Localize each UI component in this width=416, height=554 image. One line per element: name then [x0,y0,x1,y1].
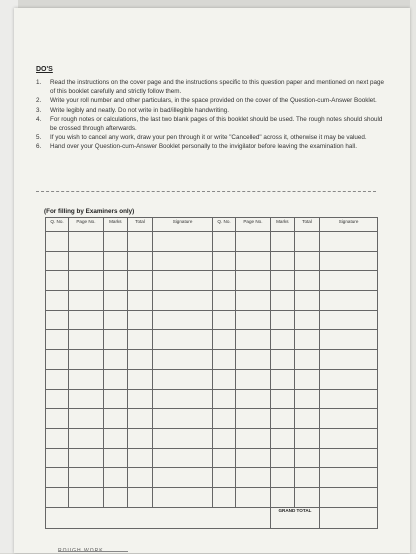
header-signature: Signature [320,218,378,232]
table-cell[interactable] [103,487,127,507]
table-cell[interactable] [236,232,271,252]
marks-table-body [46,232,378,529]
table-cell[interactable] [69,291,104,311]
table-cell[interactable] [270,428,294,448]
table-cell[interactable] [213,448,236,468]
table-row [46,448,378,468]
table-cell[interactable] [46,468,69,488]
grand-total-spacer [46,507,271,528]
table-row [46,251,378,271]
table-cell[interactable] [69,389,104,409]
page-edge [410,0,416,553]
table-cell[interactable] [127,251,152,271]
table-row [46,350,378,370]
table-cell[interactable] [320,487,378,507]
table-cell[interactable] [103,271,127,291]
instruction-item [36,115,388,133]
table-row [46,232,378,252]
table-cell[interactable] [69,271,104,291]
table-cell[interactable] [153,428,213,448]
table-cell[interactable] [294,251,319,271]
table-row [46,291,378,311]
table-cell[interactable] [46,448,69,468]
table-row [46,409,378,429]
table-cell[interactable] [153,330,213,350]
table-cell[interactable] [103,232,127,252]
table-cell[interactable] [320,251,378,271]
instruction-item [36,78,388,96]
table-cell[interactable] [213,487,236,507]
table-cell[interactable] [320,448,378,468]
table-cell[interactable] [127,310,152,330]
table-cell[interactable] [69,487,104,507]
header-total: Total [294,218,319,232]
header-marks: Marks [270,218,294,232]
table-cell[interactable] [294,271,319,291]
instruction-text: Hand over your Question-cum-Answer Booklet personally to the invigilator before leaving the examination hall. [50,143,357,151]
table-cell[interactable] [46,428,69,448]
instruction-number: 2. [36,97,42,105]
table-cell[interactable] [46,409,69,429]
table-cell[interactable] [320,409,378,429]
header-signature: Signature [153,218,213,232]
table-cell[interactable] [294,487,319,507]
table-cell[interactable] [270,291,294,311]
table-cell[interactable] [294,350,319,370]
table-row [46,428,378,448]
dos-heading: DO'S [36,66,53,73]
table-cell[interactable] [69,428,104,448]
table-cell[interactable] [46,271,69,291]
table-cell[interactable] [127,468,152,488]
table-cell[interactable] [153,448,213,468]
table-cell[interactable] [153,389,213,409]
table-cell[interactable] [69,448,104,468]
header-marks: Marks [103,218,127,232]
table-cell[interactable] [236,310,271,330]
grand-total-value[interactable] [320,507,378,528]
instruction-text: If you wish to cancel any work, draw your pen through it or write "Cancelled" across it, otherwise it may be valued. [50,134,367,142]
table-cell[interactable] [127,232,152,252]
table-cell[interactable] [320,389,378,409]
table-cell[interactable] [103,428,127,448]
table-cell[interactable] [320,232,378,252]
table-cell[interactable] [127,291,152,311]
table-cell[interactable] [270,251,294,271]
marks-table [45,217,378,529]
booklet-page [14,8,410,553]
table-cell[interactable] [103,369,127,389]
table-row [46,271,378,291]
table-cell[interactable] [69,369,104,389]
table-cell[interactable] [103,350,127,370]
table-cell[interactable] [294,291,319,311]
table-cell[interactable] [320,369,378,389]
table-cell[interactable] [236,330,271,350]
instruction-text: Read the instructions on the cover page and the instructions specific to this question paper and mentioned on next page of this booklet carefully and strictly follow them. [50,79,384,96]
instruction-item [36,106,388,115]
table-cell[interactable] [294,448,319,468]
table-cell[interactable] [320,468,378,488]
table-cell[interactable] [213,468,236,488]
table-row [46,468,378,488]
table-cell[interactable] [103,310,127,330]
table-cell[interactable] [294,369,319,389]
table-cell[interactable] [320,291,378,311]
table-cell[interactable] [69,251,104,271]
table-cell[interactable] [270,271,294,291]
table-cell[interactable] [320,428,378,448]
table-cell[interactable] [46,487,69,507]
table-cell[interactable] [153,251,213,271]
table-cell[interactable] [270,232,294,252]
table-cell[interactable] [213,350,236,370]
table-cell[interactable] [127,271,152,291]
table-cell[interactable] [236,428,271,448]
table-cell[interactable] [236,251,271,271]
table-cell[interactable] [46,291,69,311]
table-cell[interactable] [153,310,213,330]
table-cell[interactable] [213,251,236,271]
footer-rule [58,551,128,552]
table-cell[interactable] [127,389,152,409]
table-cell[interactable] [213,428,236,448]
table-cell[interactable] [46,330,69,350]
table-cell[interactable] [127,487,152,507]
table-row [46,369,378,389]
table-cell[interactable] [127,369,152,389]
instruction-item [36,133,388,142]
table-cell[interactable] [213,291,236,311]
table-cell[interactable] [69,232,104,252]
table-cell[interactable] [270,487,294,507]
table-cell[interactable] [294,310,319,330]
table-cell[interactable] [103,409,127,429]
table-cell[interactable] [294,330,319,350]
instruction-number: 1. [36,79,42,86]
table-cell[interactable] [270,448,294,468]
table-cell[interactable] [270,330,294,350]
instruction-number: 3. [36,106,42,114]
table-cell[interactable] [103,448,127,468]
table-cell[interactable] [213,369,236,389]
instruction-text: Write your roll number and other particulars, in the space provided on the cover of the Question-cum-Answer Booklet. [50,97,377,105]
table-cell[interactable] [213,389,236,409]
instruction-item [36,96,388,105]
table-cell[interactable] [270,409,294,429]
table-cell[interactable] [127,330,152,350]
table-cell[interactable] [153,291,213,311]
table-row [46,310,378,330]
table-cell[interactable] [236,389,271,409]
table-cell[interactable] [127,428,152,448]
table-cell[interactable] [46,232,69,252]
table-cell[interactable] [103,291,127,311]
table-cell[interactable] [213,330,236,350]
table-cell[interactable] [236,369,271,389]
table-cell[interactable] [294,232,319,252]
header-page-no: Page No. [69,218,104,232]
table-cell[interactable] [236,409,271,429]
table-cell[interactable] [213,310,236,330]
table-cell[interactable] [153,350,213,370]
table-cell[interactable] [153,409,213,429]
table-cell[interactable] [320,310,378,330]
instruction-number: 6. [36,143,42,151]
footer-text: ROUGH WORK [58,548,104,554]
table-cell[interactable] [69,350,104,370]
table-cell[interactable] [46,251,69,271]
table-row [46,389,378,409]
table-cell[interactable] [236,291,271,311]
table-cell[interactable] [236,448,271,468]
table-cell[interactable] [270,389,294,409]
table-cell[interactable] [153,487,213,507]
divider-line [36,191,376,192]
table-cell[interactable] [294,389,319,409]
table-cell[interactable] [320,271,378,291]
header-qno: Q. No. [213,218,236,232]
table-cell[interactable] [69,330,104,350]
table-cell[interactable] [153,468,213,488]
table-cell[interactable] [127,350,152,370]
table-cell[interactable] [103,468,127,488]
table-row [46,330,378,350]
instruction-number: 5. [36,134,42,142]
table-cell[interactable] [294,409,319,429]
table-cell[interactable] [69,468,104,488]
instruction-text: For rough notes or calculations, the last two blank pages of this booklet should be used. The rough notes should should be crossed through afterwards. [50,115,383,133]
table-cell[interactable] [270,369,294,389]
table-cell[interactable] [320,350,378,370]
table-cell[interactable] [236,350,271,370]
header-qno: Q. No. [46,218,69,232]
table-cell[interactable] [69,310,104,330]
table-header-row [46,218,378,232]
table-cell[interactable] [294,428,319,448]
table-cell[interactable] [103,389,127,409]
header-page-no: Page No. [236,218,271,232]
table-cell[interactable] [213,409,236,429]
table-row [46,487,378,507]
table-cell[interactable] [127,409,152,429]
table-cell[interactable] [153,271,213,291]
table-cell[interactable] [270,310,294,330]
table-cell[interactable] [46,350,69,370]
table-cell[interactable] [103,330,127,350]
table-cell[interactable] [236,468,271,488]
table-cell[interactable] [153,232,213,252]
table-cell[interactable] [236,271,271,291]
table-cell[interactable] [213,232,236,252]
table-cell[interactable] [153,369,213,389]
grand-total-row [46,507,378,528]
table-cell[interactable] [69,409,104,429]
table-cell[interactable] [213,271,236,291]
table-cell[interactable] [46,310,69,330]
table-cell[interactable] [320,330,378,350]
header-total: Total [127,218,152,232]
table-cell[interactable] [294,468,319,488]
table-cell[interactable] [270,468,294,488]
table-cell[interactable] [127,448,152,468]
table-cell[interactable] [46,369,69,389]
instruction-number: 4. [36,115,42,123]
table-cell[interactable] [103,251,127,271]
table-cell[interactable] [46,389,69,409]
table-cell[interactable] [236,487,271,507]
grand-total-label: GRAND TOTAL [270,507,319,528]
instruction-text: Write legibly and neatly. Do not write in bad/illegible handwriting. [50,106,229,114]
instruction-item [36,142,388,151]
table-cell[interactable] [270,350,294,370]
instructions-list [36,78,388,152]
examiners-label: (For filling by Examiners only) [44,208,135,215]
